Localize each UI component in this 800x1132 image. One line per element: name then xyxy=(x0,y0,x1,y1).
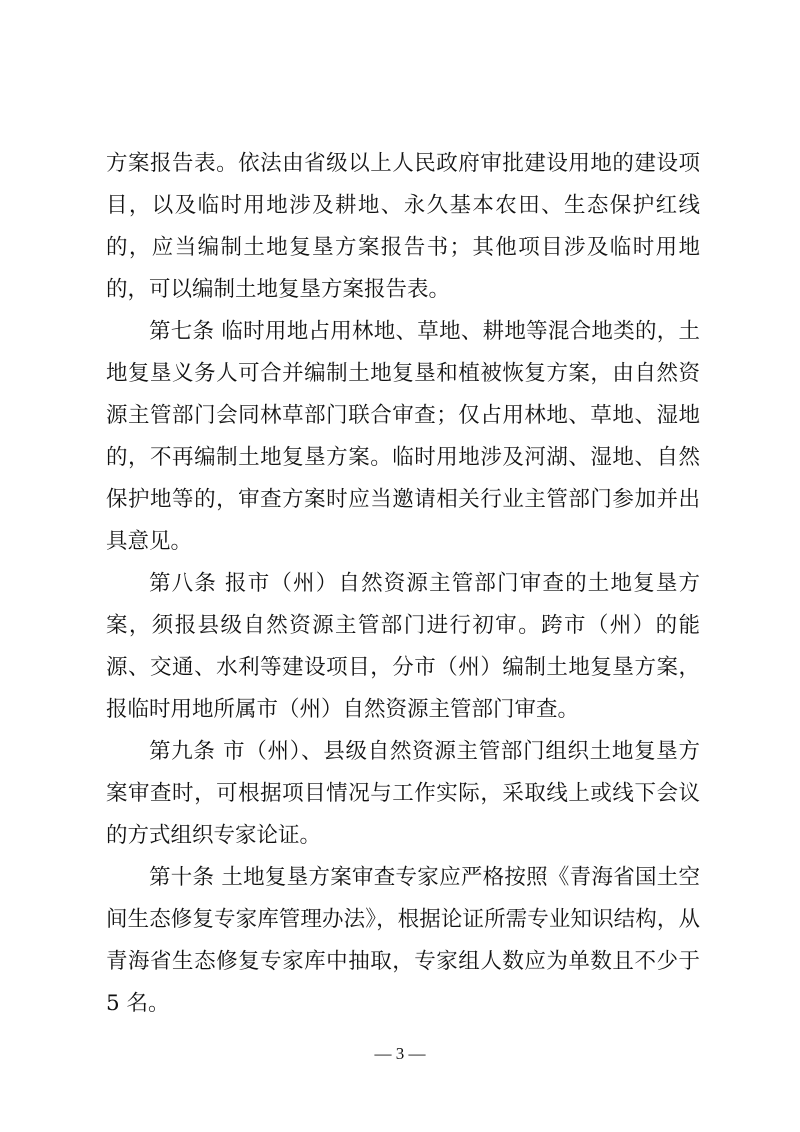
paragraph-article-8: 第八条 报市（州）自然资源主管部门审查的土地复垦方案，须报县级自然资源主管部门进行初审。跨市（州）的能源、交通、水利等建设项目，分市（州）编制土地复垦方案，报临时用地所属市（州）自然资源主管部门审查。 xyxy=(106,571,700,722)
paragraph-article-7: 第七条 临时用地占用林地、草地、耕地等混合地类的，土地复垦义务人可合并编制土地复垦和植被恢复方案，由自然资源主管部门会同林草部门联合审查；仅占用林地、草地、湿地的，不再编制土地复垦方案。临时用地涉及河湖、湿地、自然保护地等的，审查方案时应当邀请相关行业主管部门参加并出具意见。 xyxy=(106,319,700,554)
paragraph-article-10: 第十条 土地复垦方案审查专家应严格按照《青海省国土空间生态修复专家库管理办法》，根据论证所需专业知识结构，从青海省生态修复专家库中抽取，专家组人数应为单数且不少于 5 名。 xyxy=(106,865,700,1016)
paragraph-article-9: 第九条 市（州）、县级自然资源主管部门组织土地复垦方案审查时，可根据项目情况与工作实际，采取线上或线下会议的方式组织专家论证。 xyxy=(106,739,700,848)
document-body xyxy=(106,143,700,1025)
page-number: — 3 — xyxy=(374,1044,426,1063)
paragraph-continuation: 方案报告表。依法由省级以上人民政府审批建设用地的建设项目，以及临时用地涉及耕地、永久基本农田、生态保护红线的，应当编制土地复垦方案报告书；其他项目涉及临时用地的，可以编制土地复垦方案报告表。 xyxy=(106,151,700,302)
